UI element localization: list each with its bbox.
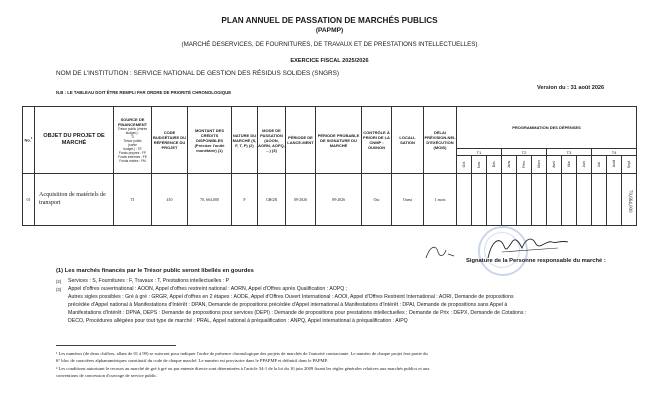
document-title: PLAN ANNUEL DE PASSATION DE MARCHÉS PUBLICS [221, 16, 438, 25]
document-subtitle: (MARCHÉ DESERVICES, DE FOURNITURES, DE TRAVAUX ET DE PRESTATIONS INTELLECTUELLES) [181, 41, 478, 48]
col-source-header: SOURCE DE FINANCEMENT Trésor public (entrée budget.) : TI Trésor public (sortie budget.) : TE Fonds propres : FP Fonds externes : FE Fonds mixtes : FM [114, 107, 152, 174]
row-no: 01 [23, 174, 35, 226]
row-code: 410 [152, 174, 188, 226]
legend-line: Autres sigles possibles : Gré à gré : GRGR, Appel d'offres en 2 étapes : AODE, Appel d'Offres Ouvert International : AOOI, Appel d'Offres Restreint International : AORI, Demande de propositions [68, 294, 514, 300]
fiscal-year: EXERCICE FISCAL 2025/2026 [290, 58, 369, 64]
document-acronym: (PAPMP) [315, 27, 344, 34]
col-signature-header: PÉRIODE PROBABLE DE SIGNATURE DU MARCHÉ [316, 107, 362, 174]
footnote-line: 6° bloc de caractères alphanumériques constitutif du code de chaque marché. Le numéro est provisoire dans le PPAPMP et définitif dans le PAPMP. [56, 358, 328, 363]
legend-line: DECO, Procédures allégées pour tout type de marché : PRAL, Appel national à préqualification : ANPQ, Appel international à préqualification : AIPQ [68, 318, 408, 324]
trimester-t1: T1 [457, 149, 502, 156]
month-jun: Juin [577, 156, 592, 174]
col-objet-header: OBJET DU PROJET DE MARCHÉ [35, 107, 114, 174]
month-jul: Juil. [592, 156, 607, 174]
month-may: Mai [562, 156, 577, 174]
signature-label: Signature de la Personne responsable du marché : [466, 258, 606, 264]
col-controle-header: CONTRÔLE À PRIORI DE LA CNMP : OUI/NON [362, 107, 392, 174]
legend-num: (2) [56, 279, 62, 284]
col-nature-header: NATURE DU MARCHÉ (S, F, T, P) (2) [232, 107, 258, 174]
procurement-plan-table [22, 106, 637, 226]
row-apr [547, 174, 562, 226]
row-controle: Oui [362, 174, 392, 226]
footnote-line: ² Les conditions autorisant le recours au marché de gré à gré ou par entente directe sont déterminées à l'article 34-1 de la loi du 10 juin 2009 fixant les règles générales relatives aux marchés publics et aux [56, 366, 430, 371]
row-signature: 09-2026 [316, 174, 362, 226]
footnote-line: ¹ Les numéros (de deux chiffres, allant de 01 à 99) se suivront pour indiquer l'ordre de présence chronologique des projets de marchés de l'autorité contractante. Le numéro de chaque projet fera partie du [56, 351, 428, 356]
row-jun [577, 174, 592, 226]
row-jan [502, 174, 517, 226]
row-localisation: Ouest [392, 174, 424, 226]
row-sep: 70,664,000 [622, 174, 637, 226]
row-oct [457, 174, 472, 226]
row-may [562, 174, 577, 226]
footnote-line: conventions de concession d'ouvrage de service public. [56, 373, 158, 378]
month-mar: Mars [532, 156, 547, 174]
priority-note: N.B : LE TABLEAU DOIT ÊTRE REMPLI PAR ORDRE DE PRIORITÉ CHRONOLOGIQUE [56, 90, 232, 95]
legend-line: Services : S, Fournitures : F, Travaux : T, Prestations intellectuelles : P [68, 278, 230, 284]
row-nov [472, 174, 487, 226]
row-mode: GRGR [258, 174, 286, 226]
row-feb [517, 174, 532, 226]
col-localisation-header: LOCALI-SATION [392, 107, 424, 174]
legend-line: Manifestations d'Intérêt : DPNA, DEPS : Demande de propositions pour services (DEPI) : Demande de propositions pour prestations intellectuelles ; Demande de Prix : DEPX, Demande de Cotations : [68, 310, 527, 316]
month-sep: Sept. [622, 156, 637, 174]
month-oct: Oct. [457, 156, 472, 174]
col-code-header: CODE BUDGÉTAIRE DU RÉFÉRENCE DU PROJET [152, 107, 188, 174]
row-delai: 1 mois [424, 174, 457, 226]
legend-line: Appel d'offres ouvertnational : AOON, Appel d'offres restreint national : AORN, Appel d'Offres aprés Qualification : AOPQ ; [68, 286, 348, 292]
row-montant: 70, 664,000 [188, 174, 232, 226]
institution-name: NOM DE L'INSTITUTION : SERVICE NATIONAL DE GESTION DES RÉSIDUS SOLIDES (SNGRS) [56, 70, 340, 77]
month-apr: Avril [547, 156, 562, 174]
financing-note-title: (1) Les marchés financés par le Trésor public seront libellés en gourdes [56, 268, 254, 274]
col-lancement-header: PÉRIODE DE LANCE-MENT [286, 107, 316, 174]
month-feb: Févr. [517, 156, 532, 174]
month-nov: Nov. [472, 156, 487, 174]
row-jul [592, 174, 607, 226]
col-no-header: No.$^1$ [23, 107, 35, 174]
table-row [23, 174, 637, 226]
footnote-rule [56, 345, 176, 346]
row-objet: Acquisition de matériels de transport [35, 174, 114, 226]
trimester-t3: T3 [547, 149, 592, 156]
row-nature: F [232, 174, 258, 226]
col-delai-header: DÉLAI PRÉVISION-NEL D'EXÉCUTION (MOIS) [424, 107, 457, 174]
col-programmation-header: PROGRAMMATION DES DÉPENSES [457, 107, 637, 149]
row-aug [607, 174, 622, 226]
row-mar [532, 174, 547, 226]
month-dec: Déc. [487, 156, 502, 174]
col-mode-header: MODE DE PASSATION (AOON, AORN, AOPQ, ...) (3) [258, 107, 286, 174]
legend-num: (3) [56, 287, 62, 292]
version-date: Version du : 31 août 2026 [537, 85, 605, 91]
col-montant-header: MONTANT DES CRÉDITS DISPONIBLES (Préciser l'unité monétaire) (1) [188, 107, 232, 174]
month-aug: Août [607, 156, 622, 174]
row-lancement: 09-2026 [286, 174, 316, 226]
legend-line: précédée d'Appel national à Manifestations d'Intérêt : DPAN, Demande de propositions précédée d'Appel international à Manifestations d'Intérêt : DPAI, Demande de propositions sans Appel à [68, 302, 508, 308]
row-source: TI [114, 174, 152, 226]
month-jan: Janv. [502, 156, 517, 174]
row-dec [487, 174, 502, 226]
trimester-t2: T2 [502, 149, 547, 156]
trimester-t4: T4 [592, 149, 637, 156]
